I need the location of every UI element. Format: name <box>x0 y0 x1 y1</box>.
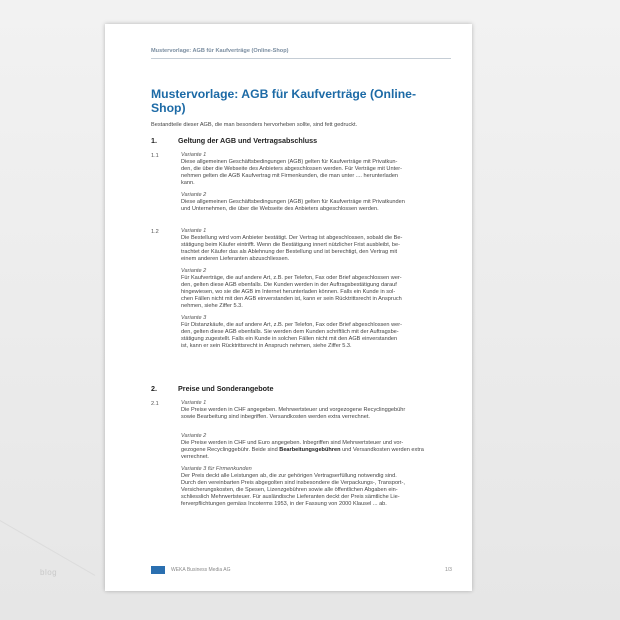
clause-number: 1.1 <box>151 153 159 159</box>
text-run: und Versandkosten werden extra <box>340 447 424 453</box>
running-header: Mustervorlage: AGB für Kaufverträge (Online-Shop) <box>151 48 289 54</box>
intro-text: Bestandteile dieser AGB, die man besonders hervorheben sollte, sind fett gedruckt. <box>151 122 358 128</box>
document-page <box>105 24 472 591</box>
section-number: 1. <box>151 136 157 145</box>
text-line: Diese allgemeinen Geschäftsbedingungen (AGB) gelten für Kaufverträge mit Privatkun- <box>181 159 398 165</box>
text-line: verrechnet. <box>181 454 209 460</box>
text-line: den, gelten diese AGB ebenfalls. Die Kunden werden in der Auftragsbestätigung darauf <box>181 282 397 288</box>
clause-1-2 <box>181 228 453 350</box>
text-line: hingewiesen, wo sie die AGB im Internet herunterladen können. Falls ein Kunde in sol- <box>181 289 396 295</box>
text-line: Für Distanzkäufe, die auf andere Art, z.B. per Telefon, Fax oder Brief abgeschlossen wer- <box>181 322 402 328</box>
footer-page-number: 1/3 <box>445 567 452 573</box>
variant-label: Variante 3 <box>181 315 207 321</box>
section-number: 2. <box>151 384 157 393</box>
title-line-1: Mustervorlage: AGB für Kaufverträge (Online- <box>151 87 417 101</box>
variant-label: Variante 1 <box>181 228 207 234</box>
document-title <box>151 87 451 115</box>
text-line: sowie Bearbeitung sind inbegriffen. Versandkosten werden extra verrechnet. <box>181 414 370 420</box>
variant-label: Variante 1 <box>181 152 207 158</box>
section-heading-2 <box>151 384 451 393</box>
variant-label: Variante 2 <box>181 192 207 198</box>
publisher-logo-icon <box>151 566 165 574</box>
header-rule <box>151 58 451 59</box>
text-line: Die Bestellung wird vom Anbieter bestätigt. Der Vertrag ist abgeschlossen, sobald die Be- <box>181 235 403 241</box>
text-line: ist, kann er sein Rücktrittsrecht in Anspruch nehmen, siehe Ziffer 5.3. <box>181 343 352 349</box>
text-line: Für Kaufverträge, die auf andere Art, z.B. per Telefon, Fax oder Brief abgeschlossen wer- <box>181 275 402 281</box>
text-line: Die Preise werden in CHF und Euro angegeben. Inbegriffen sind Mehrwertsteuer und vor- <box>181 440 404 446</box>
text-line: den, die über die Webseite des Anbieters abgeschlossen werden. Für Verträge mit Unter- <box>181 166 402 172</box>
title-line-2: Shop) <box>151 101 186 115</box>
footer-publisher: WEKA Business Media AG <box>171 567 231 573</box>
text-line: den, gelten diese AGB ebenfalls. Sie werden dem Kunden schriftlich mit der Auftragsbe- <box>181 329 399 335</box>
variant-label: Variante 2 <box>181 433 207 439</box>
variant-label: Variante 3 für Firmenkunden <box>181 466 252 472</box>
text-line: chen Fällen nicht mit den AGB einverstanden ist, kann er sein Rücktrittsrecht in Anspruch <box>181 296 402 302</box>
text-line: kann. <box>181 180 195 186</box>
clause-1-1 <box>181 152 453 213</box>
text-line: nehmen, siehe Ziffer 5.3. <box>181 303 243 309</box>
section-title: Geltung der AGB und Vertragsabschluss <box>178 136 318 145</box>
clause-number: 2.1 <box>151 401 159 407</box>
text-line: ferverpflichtungen gemäss Incoterms 1953, in der Fassung von 2000 Klausel ... ab. <box>181 501 387 507</box>
text-line: Diese allgemeinen Geschäftsbedingungen (AGB) gelten für Kaufverträge mit Privatkunden <box>181 199 405 205</box>
text-line: und Unternehmen, die über die Webseite des Anbieters abgeschlossen werden. <box>181 206 379 212</box>
text-line <box>181 447 453 454</box>
variant-label: Variante 1 <box>181 400 207 406</box>
text-line: Der Preis deckt alle Leistungen ab, die zur gehörigen Vertragserfüllung notwendig sind. <box>181 473 397 479</box>
text-line: trachtet der Käufer das als Ablehnung der Bestellung und ist berechtigt, den Vertrag mit <box>181 249 398 255</box>
text-line: stätigung zugestellt. Falls ein Kunde in solchen Fällen nicht mit den AGB einverstanden <box>181 336 398 342</box>
text-line: nehmen gelten die AGB Kaufvertrag mit Firmenkunden, die man unter .... herunterladen <box>181 173 399 179</box>
text-run: gezogene Recyclinggebühr. Beide sind <box>181 447 280 453</box>
text-line: Die Preise werden in CHF angegeben. Mehrwertsteuer und vorgezogene Recyclinggebühr <box>181 407 406 413</box>
section-heading-1 <box>151 136 451 145</box>
section-title: Preise und Sonderangebote <box>178 384 274 393</box>
clause-number: 1.2 <box>151 229 159 235</box>
variant-label: Variante 2 <box>181 268 207 274</box>
text-line: Versicherungskosten, die Spesen, Lizenzgebühren sowie alle öffentlichen Abgaben ein- <box>181 487 398 493</box>
text-line: schliesslich Mehrwertsteuer. Für ausländische Lieferanten deckt der Preis sämtliche Lie- <box>181 494 400 500</box>
text-line: Durch den vereinbarten Preis abgegolten sind insbesondere die Verpackungs-, Transport-, <box>181 480 405 486</box>
clause-2-1 <box>181 400 453 508</box>
text-line: einem anderen Lieferanten abzuschliessen. <box>181 256 290 262</box>
bold-text: Bearbeitungsgebühren <box>279 447 341 453</box>
watermark: blog <box>40 568 58 577</box>
text-line: stätigung beim Käufer eintrifft. Wenn die Bestätigung innert nützlicher Frist ausbleibt, be- <box>181 242 401 248</box>
